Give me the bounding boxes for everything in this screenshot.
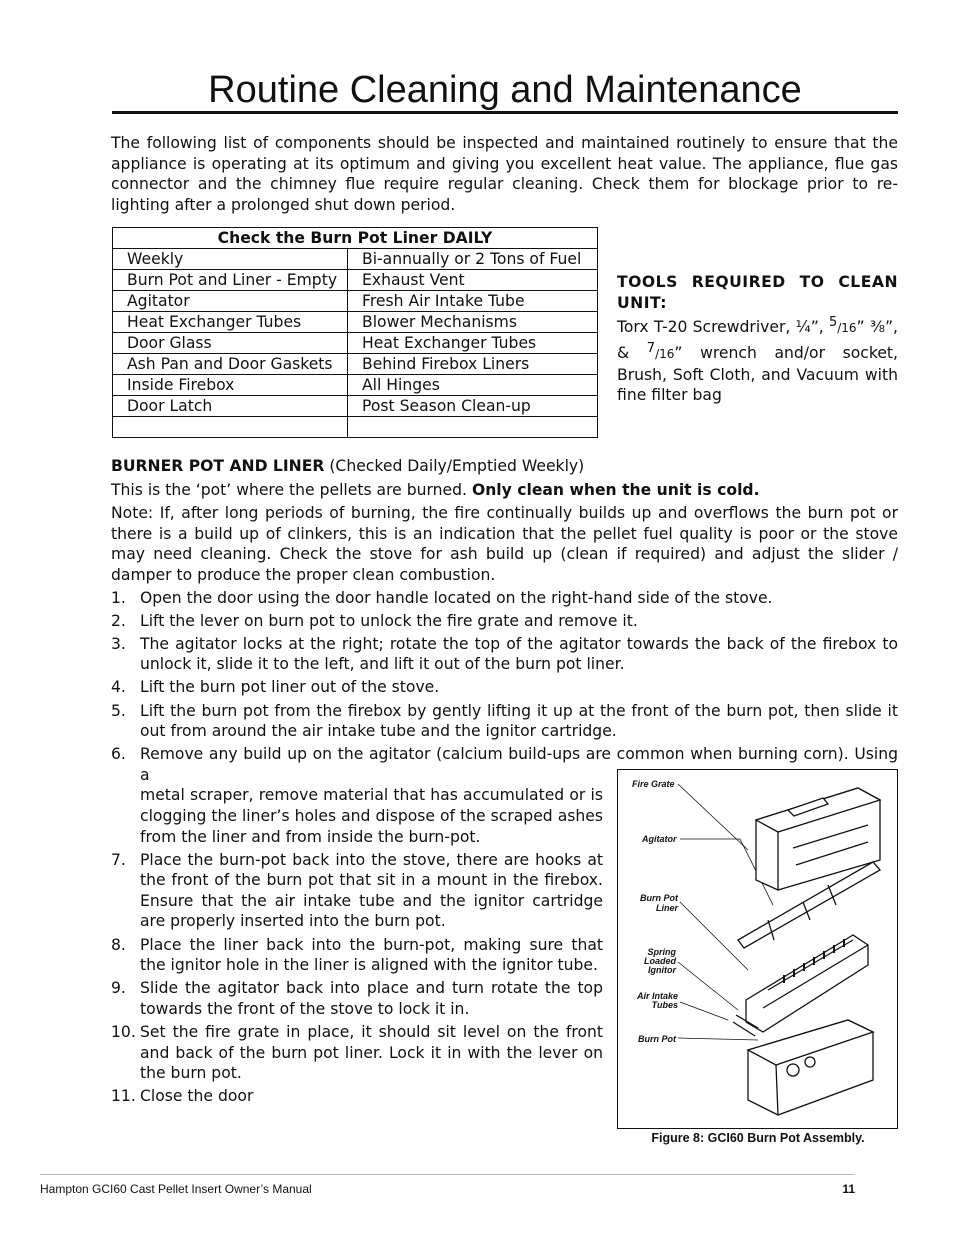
list-item (111, 785, 603, 847)
table-cell (348, 417, 598, 438)
step-number: 11. (111, 1087, 136, 1106)
label-fire-grate: Fire Grate (632, 779, 675, 789)
tools-heading: TOOLS REQUIRED TO CLEAN UNIT: (617, 273, 898, 312)
label-burn-pot-liner-2: Liner (655, 903, 678, 913)
table-row (113, 396, 598, 417)
intro-paragraph: The following list of components should be inspected and maintained routinely to ensure that the appliance is operating at its optimum and giving you excellent heat value. The appliance, flue gas connector and the chimney flue require regular cleaning. Check them for blockage prior to re-lighting after a prolonged shut down period. (111, 134, 898, 214)
burner-heading-line (111, 456, 898, 477)
table-cell: Fresh Air Intake Tube (348, 291, 598, 312)
table-cell: Blower Mechanisms (348, 312, 598, 333)
tools-text-a: Torx T-20 Screwdriver, ¼”, (617, 318, 829, 337)
label-spring-1: Spring (647, 947, 676, 957)
step-number: 8. (111, 935, 126, 954)
burn-pot-figure (617, 769, 898, 1129)
list-item (111, 978, 603, 1019)
table-row (113, 270, 598, 291)
narrow-column (111, 785, 603, 1106)
table-cell: Heat Exchanger Tubes (113, 312, 348, 333)
list-item (111, 701, 898, 742)
table-cell: All Hinges (348, 375, 598, 396)
tools-sup-1: 5 (828, 315, 838, 331)
table-cell: Exhaust Vent (348, 270, 598, 291)
table-body (113, 249, 598, 438)
step-text: Lift the burn pot liner out of the stove. (140, 678, 440, 697)
step-number: 9. (111, 979, 126, 998)
burn-pot-diagram (618, 770, 897, 1128)
label-spring-2: Loaded (643, 956, 676, 966)
burner-intro-line (111, 480, 898, 501)
table-header: Check the Burn Pot Liner DAILY (113, 228, 598, 249)
steps-list-a (111, 588, 898, 786)
step-text: Place the burn-pot back into the stove, there are hooks at the front of the burn pot that sit in a mount in the firebox. Ensure that the air intake tube and the ignitor cartridge are properly inserted into the burn pot. (140, 850, 603, 931)
step-text: Set the fire grate in place, it should sit level on the front and back of the burn pot liner. Lock it in with the lever on the burn pot. (140, 1022, 603, 1083)
list-item (111, 588, 898, 609)
footer-page-number: 11 (842, 1182, 855, 1196)
table-cell: Door Latch (113, 396, 348, 417)
step-text: Lift the burn pot from the firebox by gently lifting it up at the front of the burn pot, then slide it out from around the air intake tube and the ignitor cartridge. (140, 701, 898, 741)
tools-frac-2: /16 (655, 347, 675, 362)
table-row (113, 417, 598, 438)
step-text: Place the liner back into the burn-pot, making sure that the ignitor hole in the liner is aligned with the ignitor tube. (140, 935, 603, 975)
steps-list-b (111, 850, 603, 1107)
page-title: Routine Cleaning and Maintenance (208, 69, 802, 111)
step-text: The agitator locks at the right; rotate the top of the agitator towards the back of the firebox to unlock it, slide it to the left, and lift it out of the burn pot liner. (140, 634, 898, 674)
table-row (113, 354, 598, 375)
step-number: 2. (111, 611, 126, 630)
step-text: Close the door (140, 1087, 254, 1106)
table-cell: Weekly (113, 249, 348, 270)
list-item (111, 1022, 603, 1084)
table-row (113, 333, 598, 354)
table-cell: Door Glass (113, 333, 348, 354)
list-item (111, 1086, 603, 1107)
table-cell: Heat Exchanger Tubes (348, 333, 598, 354)
list-item (111, 634, 898, 675)
burner-heading-note: (Checked Daily/Emptied Weekly) (324, 457, 585, 475)
table-cell (113, 417, 348, 438)
label-spring-3: Ignitor (648, 965, 676, 975)
tools-text (617, 313, 898, 406)
step6-cont-text: metal scraper, remove material that has accumulated or is clogging the liner’s holes and dispose of the scraped ashes from the liner and from inside the burn-pot. (140, 786, 603, 846)
burner-line1-bold: Only clean when the unit is cold. (471, 480, 760, 499)
step-number: 10. (111, 1022, 136, 1041)
table-row (113, 312, 598, 333)
table-cell: Burn Pot and Liner - Empty (113, 270, 348, 291)
step-number: 4. (111, 678, 126, 697)
list-item (111, 677, 898, 698)
label-burn-pot-liner-1: Burn Pot (640, 893, 678, 903)
footer-rule (40, 1174, 855, 1175)
table-cell: Agitator (113, 291, 348, 312)
tools-text-b: ” ⅜”, & (617, 318, 898, 363)
table-cell: Ash Pan and Door Gaskets (113, 354, 348, 375)
list-item (111, 935, 603, 976)
label-burn-pot: Burn Pot (638, 1034, 676, 1044)
table-cell: Behind Firebox Liners (348, 354, 598, 375)
step6-continuation (111, 785, 603, 847)
table-row (113, 375, 598, 396)
footer-manual-title: Hampton GCI60 Cast Pellet Insert Owner’s Manual (40, 1182, 312, 1196)
tools-section (617, 272, 898, 406)
step-number: 6. (111, 745, 126, 764)
table-row (113, 291, 598, 312)
table-cell: Post Season Clean-up (348, 396, 598, 417)
tools-text-c: ” wrench and/or socket, Brush, Soft Cloth, and Vacuum with fine filter bag (617, 344, 898, 405)
maintenance-table (112, 227, 598, 438)
label-air-intake-2: Tubes (651, 1000, 678, 1010)
step-number: 3. (111, 634, 126, 653)
list-item (111, 611, 898, 632)
label-air-intake-1: Air Intake (636, 991, 678, 1001)
tools-sup-2: 7 (646, 340, 656, 356)
burner-line1: This is the ‘pot’ where the pellets are burned. (111, 480, 472, 499)
list-item (111, 850, 603, 932)
label-agitator: Agitator (642, 834, 677, 844)
step-text: Open the door using the door handle located on the right-hand side of the stove. (140, 588, 773, 607)
step-text: Remove any build up on the agitator (calcium build-ups are common when burning corn). Using a (140, 745, 898, 784)
table-cell: Bi-annually or 2 Tons of Fuel (348, 249, 598, 270)
title-rule (112, 111, 898, 114)
step-number: 7. (111, 850, 126, 869)
burner-heading: BURNER POT AND LINER (111, 457, 325, 475)
table-cell: Inside Firebox (113, 375, 348, 396)
figure-caption: Figure 8: GCI60 Burn Pot Assembly. (651, 1131, 865, 1145)
burner-note: Note: If, after long periods of burning, the fire continually builds up and overflows the burn pot or there is a build up of clinkers, this is an indication that the pellet fuel quality is poor or the stove may need cleaning. Check the stove for ash build up (clean if required) and adjust the slider / damper to produce the proper clean combustion. (111, 504, 898, 584)
step-text: Lift the lever on burn pot to unlock the fire grate and remove it. (140, 611, 638, 630)
table-row (113, 249, 598, 270)
step-text: Slide the agitator back into place and turn rotate the top towards the front of the stove to lock it in. (140, 979, 603, 1018)
tools-frac-1: /16 (837, 321, 857, 336)
step-number: 5. (111, 701, 126, 720)
step-number: 1. (111, 588, 126, 607)
